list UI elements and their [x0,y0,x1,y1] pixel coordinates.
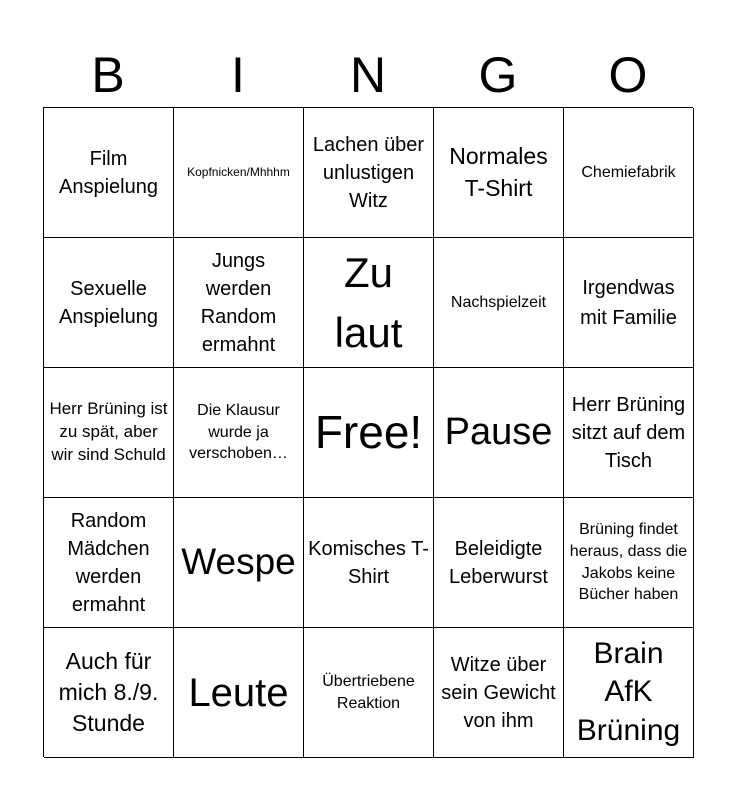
cell-text: Herr Brüning sitzt auf dem Tisch [571,393,686,472]
bingo-cell[interactable] [174,368,304,498]
bingo-cell[interactable] [434,238,564,368]
bingo-header [43,44,693,106]
header-letter-o: O [608,47,648,103]
cell-text: Sexuelle Anspielung [59,277,158,328]
cell-text: Brüning findet heraus, dass die Jakobs keine Bücher haben [569,521,688,604]
bingo-cell[interactable] [434,498,564,628]
bingo-cell[interactable] [174,108,304,238]
bingo-cell[interactable] [174,498,304,628]
cell-text: Wespe [181,541,296,583]
bingo-cell[interactable] [44,238,174,368]
bingo-cell[interactable] [44,498,174,628]
cell-text: Brain AfK Brüning [576,636,681,747]
bingo-cell[interactable] [564,628,694,758]
header-letter-i: I [231,47,245,103]
bingo-cell[interactable] [434,108,564,238]
cell-text: Herr Brüning ist zu spät, aber wir sind Schuld [49,399,168,464]
header-letter-b: B [91,47,125,103]
bingo-cell[interactable] [174,238,304,368]
free-space-cell[interactable] [304,368,434,498]
bingo-cell[interactable] [44,108,174,238]
cell-text: Witze über sein Gewicht von ihm [441,653,556,732]
cell-text: Random Mädchen werden ermahnt [67,509,150,616]
header-letter-g: G [478,47,518,103]
cell-text: Irgendwas mit Familie [580,276,677,329]
bingo-cell[interactable] [44,368,174,498]
bingo-cell[interactable] [304,238,434,368]
bingo-cell[interactable] [434,368,564,498]
cell-text: Zu laut [334,248,403,356]
bingo-cell[interactable] [564,108,694,238]
bingo-cell[interactable] [44,628,174,758]
cell-text: Kopfnicken/Mhhhm [187,165,290,180]
cell-text: Komisches T-Shirt [308,537,429,588]
cell-text: Lachen über unlustigen Witz [312,133,425,212]
header-letter-n: N [349,47,387,103]
bingo-board [43,107,693,757]
cell-text: Film Anspielung [59,147,158,198]
cell-text: Jungs werden Random ermahnt [200,249,277,356]
bingo-cell[interactable] [564,368,694,498]
cell-text: Normales T-Shirt [449,143,548,201]
cell-text: Übertriebene Reaktion [322,672,415,712]
bingo-cell[interactable] [564,498,694,628]
bingo-cell[interactable] [434,628,564,758]
bingo-cell[interactable] [304,108,434,238]
bingo-cell[interactable] [304,628,434,758]
cell-text: Nachspielzeit [450,293,547,311]
bingo-cell[interactable] [174,628,304,758]
cell-text: Free! [314,405,423,458]
cell-text: Pause [444,410,553,453]
bingo-cell[interactable] [564,238,694,368]
cell-text: Chemiefabrik [581,163,676,181]
cell-text: Leute [188,670,289,715]
cell-text: Auch für mich 8./9. Stunde [58,647,159,737]
cell-text: Beleidigte Leberwurst [449,537,548,588]
bingo-cell[interactable] [304,498,434,628]
cell-text: Die Klausur wurde ja verschoben… [189,402,288,463]
